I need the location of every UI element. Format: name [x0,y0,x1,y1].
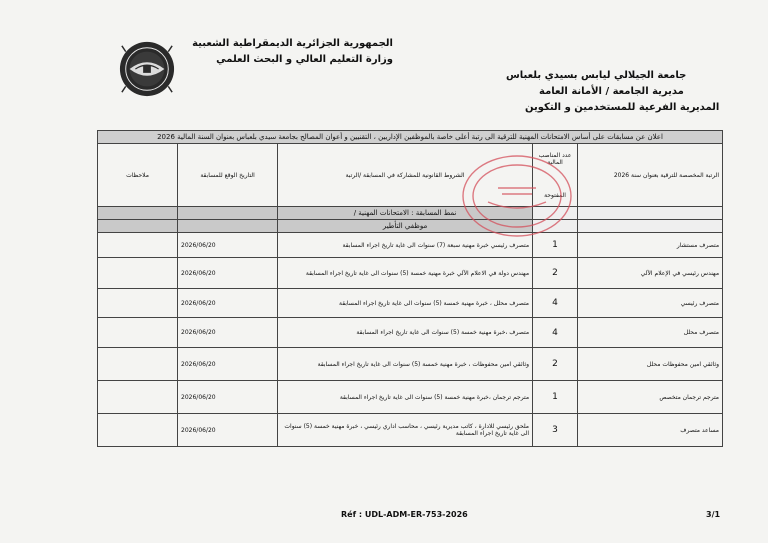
competition-table [97,130,723,447]
header-rank: الرتبة المخصصة للترقية بعنوان سنة 2026 [578,144,723,207]
row-conditions: متصرف رئيسي خبرة مهنية سبعة (7) سنوات الى غاية تاريخ اجراء المسابقة [278,233,533,258]
university-seal-logo [118,40,176,98]
row-conditions: مهندس دولة في الاعلام الآلي خبرة مهنية خمسة (5) سنوات الى غاية تاريخ اجراء المسابقة [278,258,533,289]
subdirectorate-name: المديرية الفرعية للمستخدمين و التكوين [525,102,720,113]
row-rank: مترجم ترجمان متخصص [578,381,723,414]
row-notes [98,414,178,447]
row-rank: متصرف محلل [578,318,723,348]
header-conditions: الشروط القانونية للمشاركة في المسابقة /الرتبة [278,144,533,207]
table-row [98,348,723,381]
row-notes [98,318,178,348]
row-date: 2026/06/20 [178,289,278,318]
row-notes [98,233,178,258]
table-row [98,381,723,414]
row-date: 2026/06/20 [178,348,278,381]
row-posts: 2 [533,258,578,289]
subsection-title: موظفي التأطير [278,220,533,233]
row-conditions: وثائقي امين محفوظات ، خبرة مهنية خمسة (5) سنوات الى غاية تاريخ اجراء المسابقة [278,348,533,381]
row-conditions: متصرف ،خبرة مهنية خمسة (5) سنوات الى غاية تاريخ اجراء المسابقة [278,318,533,348]
row-notes [98,289,178,318]
table-header-row [98,144,723,207]
row-notes [98,381,178,414]
section-row [98,207,723,220]
header-date: التاريخ الوقع للمسابقة [178,144,278,207]
row-posts: 1 [533,381,578,414]
section-title: نمط المسابقة : الامتحانات المهنية / [278,207,533,220]
header-notes: ملاحظات [98,144,178,207]
page-number: 3/1 [706,510,721,519]
row-rank: وثائقي امين محفوظات محلل [578,348,723,381]
table-row [98,289,723,318]
row-notes [98,348,178,381]
row-posts: 1 [533,233,578,258]
subsection-row [98,220,723,233]
row-notes [98,258,178,289]
header-posts-bottom: المفتوحة [544,191,566,199]
row-date: 2026/06/20 [178,233,278,258]
table-row [98,318,723,348]
row-date: 2026/06/20 [178,414,278,447]
table-row [98,233,723,258]
official-stamp [458,152,576,240]
directorate-name: مديرية الجامعة / الأمانة العامة [539,86,684,97]
table-row [98,414,723,447]
row-rank: متصرف مستشار [578,233,723,258]
row-date: 2026/06/20 [178,318,278,348]
row-rank: متصرف رئيسي [578,289,723,318]
row-conditions: مترجم ترجمان ،خبرة مهنية خمسة (5) سنوات الى غاية تاريخ اجراء المسابقة [278,381,533,414]
row-posts: 3 [533,414,578,447]
table-title: اعلان عن مسابقات على أساس الامتحانات المهنية للترقية الى رتبة أعلى خاصة بالموظفين الإداريين ، التقنيين و أعوان المصالح بجامعة سيدي بلعباس بعنوان السنة المالية 2026 [98,131,723,144]
row-posts: 4 [533,318,578,348]
row-date: 2026/06/20 [178,258,278,289]
row-date: 2026/06/20 [178,381,278,414]
row-posts: 4 [533,289,578,318]
republic-title: الجمهورية الجزائرية الديمقراطية الشعبية [192,38,393,49]
row-conditions: متصرف محلل ، خبرة مهنية خمسة (5) سنوات الى غاية تاريخ اجراء المسابقة [278,289,533,318]
header-posts-top: عدد المناصب المالية [538,151,572,166]
row-rank: مهندس رئيسي في الإعلام الآلي [578,258,723,289]
row-posts: 2 [533,348,578,381]
ministry-title: وزارة التعليم العالي و البحث العلمي [216,54,393,65]
university-name: جامعة الجيلالي ليابس بسيدي بلعباس [506,70,687,81]
row-conditions: ملحق رئيسي للادارة ، كاتب مديرية رئيسي ، محاسب اداري رئيسي ، خبرة مهنية خمسة (5) سنوات الى غاية تاريخ اجراء المسابقة [278,414,533,447]
reference-number: Réf : UDL-ADM-ER-753-2026 [341,510,468,519]
row-rank: مساعد متصرف [578,414,723,447]
table-row [98,258,723,289]
